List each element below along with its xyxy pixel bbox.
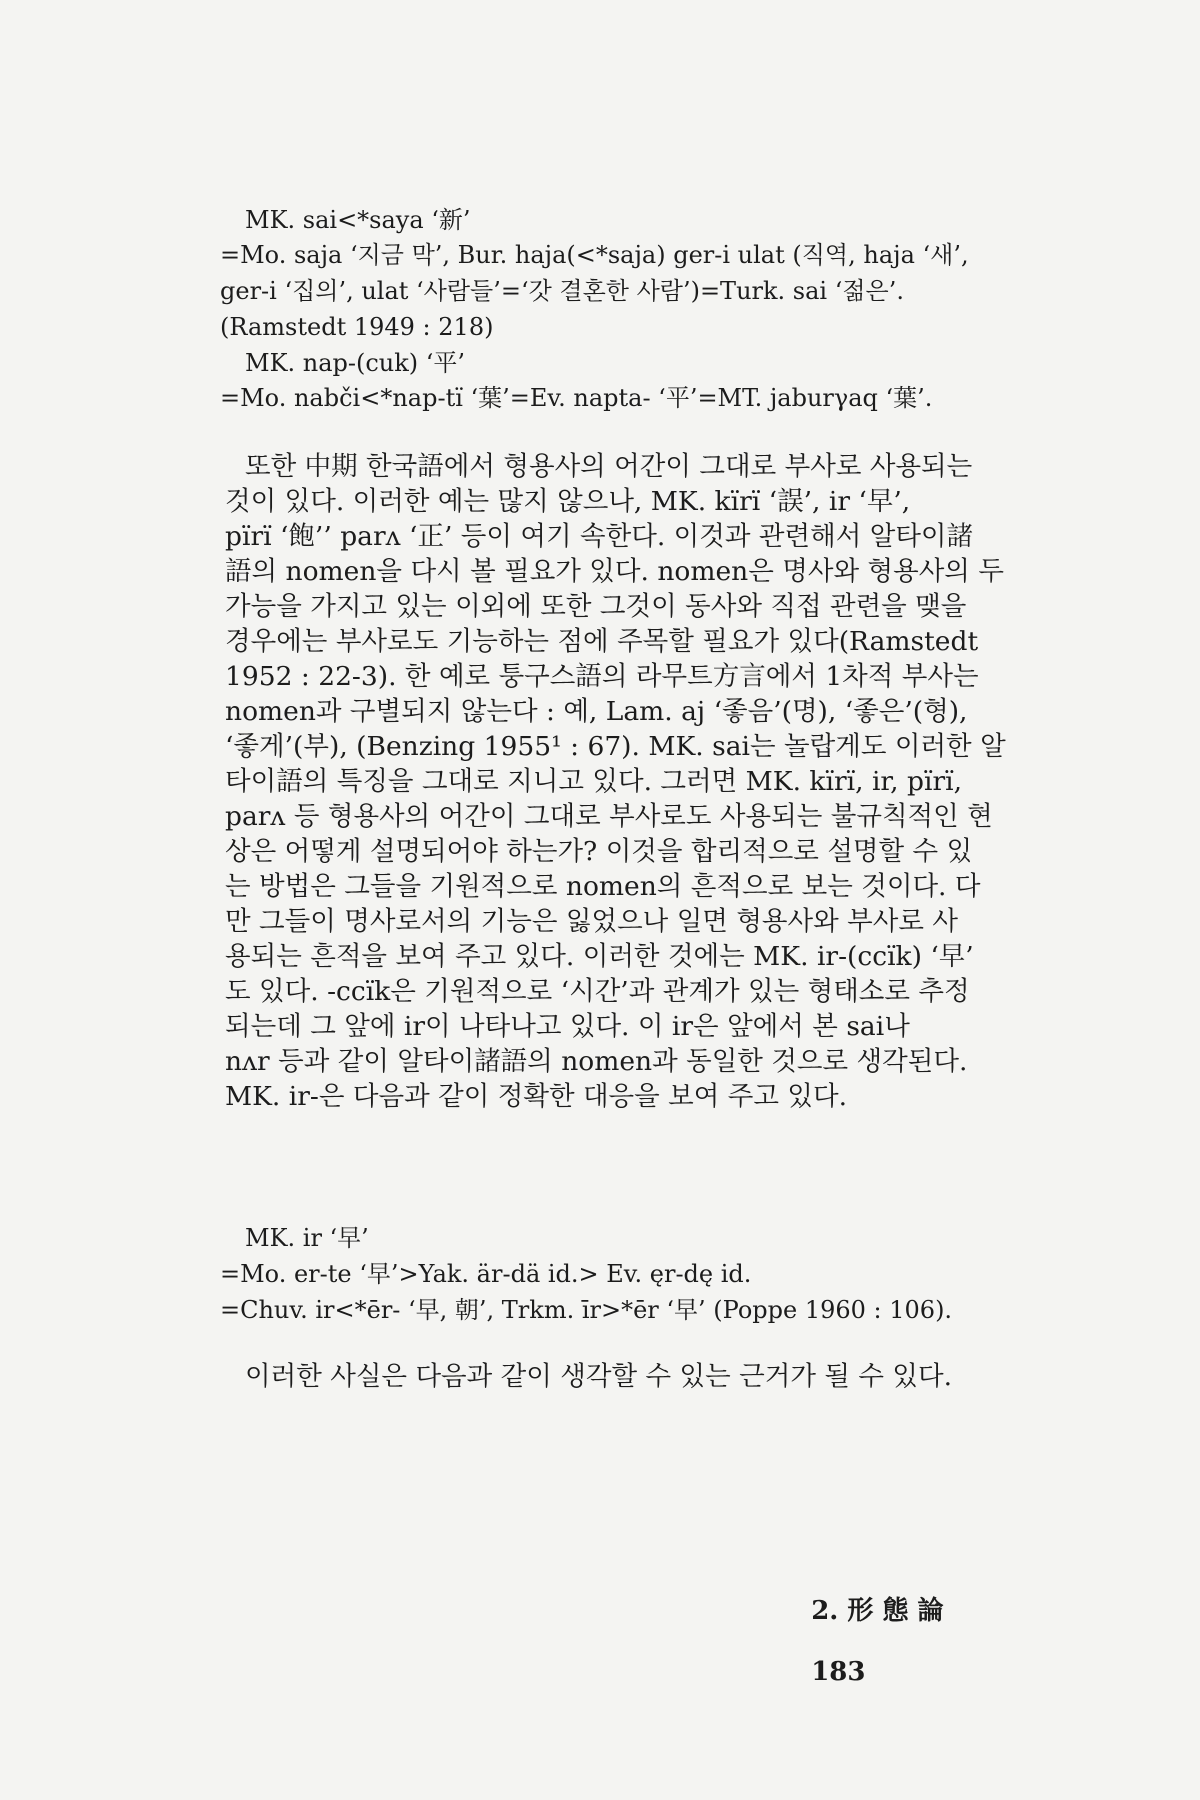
paragraph-line: 되는데 그 앞에 ir이 나타나고 있다. 이 ir은 앞에서 본 sai나	[225, 1011, 910, 1042]
paragraph-line: 1952 : 22-3). 한 예로 퉁구스語의 라무트方言에서 1차적 부사는	[225, 661, 979, 692]
paragraph-line: ‘좋게’(부), (Benzing 1955¹ : 67). MK. sai는 놀랍게도 이러한 알	[225, 731, 1006, 762]
page-footer	[775, 1560, 944, 1717]
paragraph-line: 경우에는 부사로도 기능하는 점에 주목할 필요가 있다(Ramstedt	[225, 626, 979, 657]
example-line: =Chuv. ir<*ēr- ‘早, 朝’, Trkm. īr>*ēr ‘早’ (Poppe 1960 : 106).	[220, 1296, 953, 1324]
paragraph-line: MK. ir-은 다음과 같이 정확한 대응을 보여 주고 있다.	[225, 1081, 848, 1112]
paragraph-line: 語의 nomen을 다시 볼 필요가 있다. nomen은 명사와 형용사의 두	[225, 556, 1004, 587]
paragraph-line: 용되는 흔적을 보여 주고 있다. 이러한 것에는 MK. ir-(ccïk) ‘早’	[225, 941, 974, 972]
paragraph-line: nomen과 구별되지 않는다 : 예, Lam. aj ‘좋음’(명), ‘좋은’(형),	[225, 696, 968, 727]
paragraph-line: parʌ 등 형용사의 어간이 그대로 부사로도 사용되는 불규칙적인 현	[225, 801, 993, 832]
example-line: MK. sai<*saya ‘新’	[245, 206, 471, 234]
example-line: =Mo. nabči<*nap-tï ‘葉’=Ev. napta- ‘平’=MT. jaburγaq ‘葉’.	[220, 384, 933, 412]
paragraph-line: 타이語의 특징을 그대로 지니고 있다. 그러면 MK. kïrï, ir, pïrï,	[225, 766, 963, 797]
paragraph-line: 이러한 사실은 다음과 같이 생각할 수 있는 근거가 될 수 있다.	[245, 1361, 953, 1392]
paragraph-line: 만 그들이 명사로서의 기능은 잃었으나 일면 형용사와 부사로 사	[225, 906, 958, 937]
paragraph-line: 또한 中期 한국語에서 형용사의 어간이 그대로 부사로 사용되는	[245, 451, 973, 482]
paragraph-line: 상은 어떻게 설명되어야 하는가? 이것을 합리적으로 설명할 수 있	[225, 836, 973, 867]
example-line: ger-i ‘집의’, ulat ‘사람들’=‘갓 결혼한 사람’)=Turk. sai ‘젊은’.	[220, 277, 904, 305]
paragraph-line: 것이 있다. 이러한 예는 많지 않으나, MK. kïrï ‘誤’, ir ‘早’,	[225, 486, 911, 517]
example-line: =Mo. er-te ‘早’>Yak. är-dä id.> Ev. ęr-dę id.	[220, 1260, 752, 1288]
paragraph-line: pïrï ‘飽’’ parʌ ‘正’ 등이 여기 속한다. 이것과 관련해서 알타이諸	[225, 521, 974, 552]
paragraph-line: nʌr 등과 같이 알타이諸語의 nomen과 동일한 것으로 생각된다.	[225, 1046, 968, 1077]
page-number: 183	[811, 1657, 866, 1687]
paragraph-line: 가능을 가지고 있는 이외에 또한 그것이 동사와 직접 관련을 맺을	[225, 591, 967, 622]
example-line: MK. nap-(cuk) ‘平’	[245, 349, 466, 377]
example-line: (Ramstedt 1949 : 218)	[220, 313, 494, 341]
paragraph-line: 도 있다. -ccïk은 기원적으로 ‘시간’과 관계가 있는 형태소로 추정	[225, 976, 970, 1007]
example-line: =Mo. saja ‘지금 막’, Bur. haja(<*saja) ger-i ulat (직역, haja ‘새’,	[220, 241, 969, 269]
example-line: MK. ir ‘早’	[245, 1224, 369, 1252]
section-title: 2. 形 態 論	[811, 1596, 944, 1626]
paragraph-line: 는 방법은 그들을 기원적으로 nomen의 흔적으로 보는 것이다. 다	[225, 871, 981, 902]
